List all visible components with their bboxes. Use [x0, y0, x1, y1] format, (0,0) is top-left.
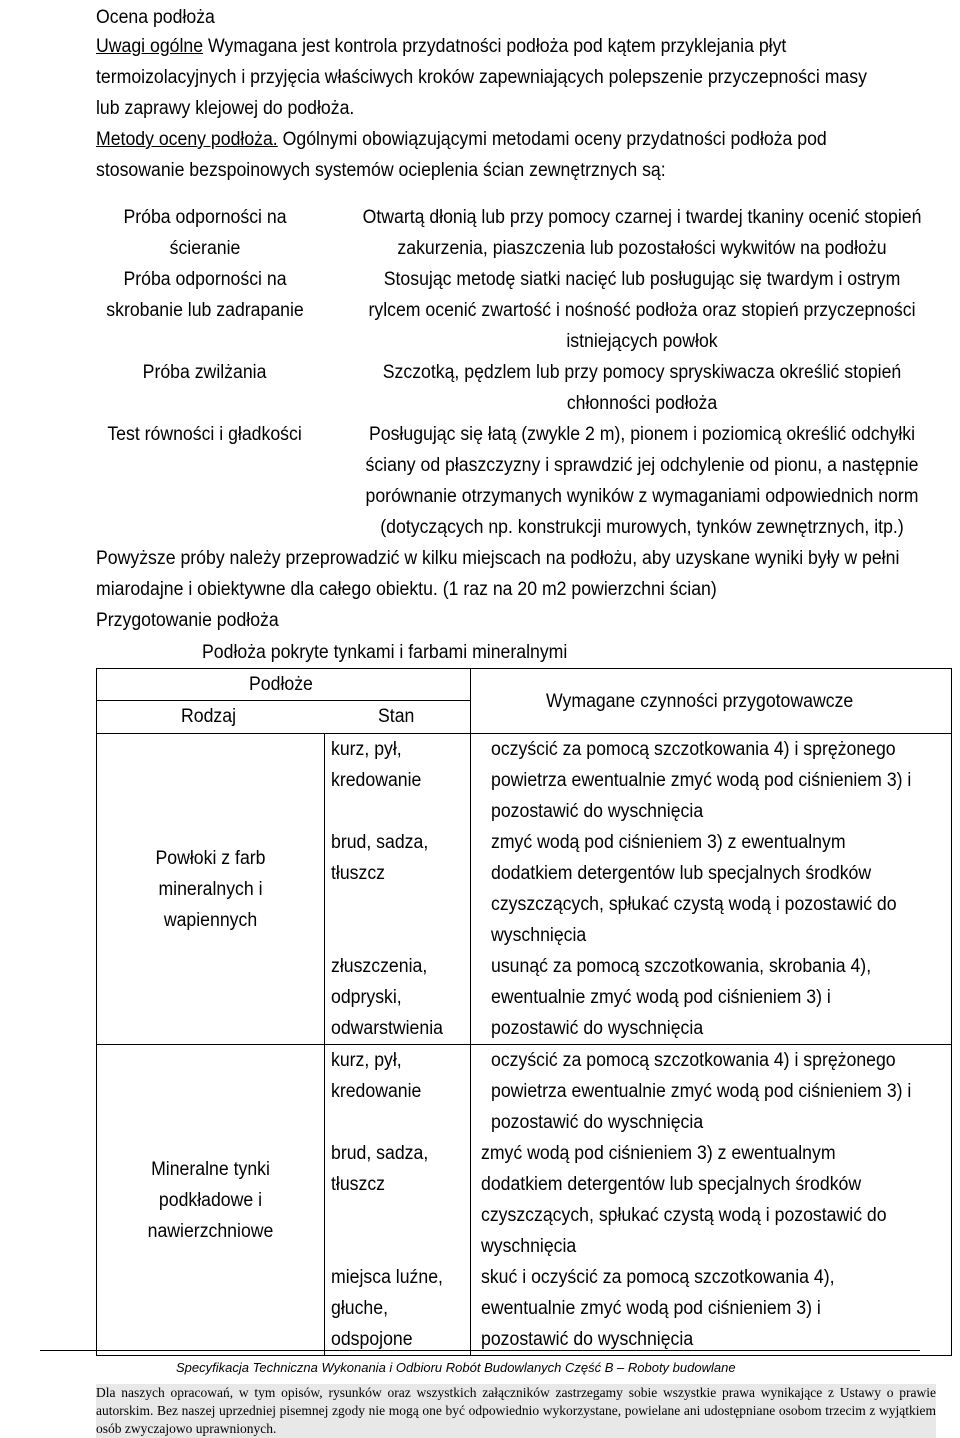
action-cell: skuć i oczyścić za pomocą szczotkowania 4), ewentualnie zmyć wodą pod ciśnieniem 3) i pozostawić do wyschnięcia	[481, 1267, 835, 1350]
test-description: Otwartą dłonią lub przy pomocy czarnej i twardej tkaniny ocenić stopień zakurzenia, piaszczenia lub pozostałości wykwitów na podłożu	[362, 207, 922, 259]
header-rodzaj: Rodzaj	[181, 706, 237, 727]
section-heading: Ocena podłoża	[96, 7, 215, 28]
stan-cell: kurz, pył, kredowanie	[331, 1050, 422, 1102]
footer-rights: Dla naszych opracowań, w tym opisów, rysunków oraz wszystkich załączników zastrzegamy sobie wszystkie prawa wynikające z Ustawy o prawie autorskim. Bez naszej uprzedniej pisemnej zgody nie mogą one być odpowiednio wykorzystane, powielane ani udostępniane osobom trzecim z wyjątkiem osób zwyczajowo uprawnionych.	[96, 1385, 936, 1436]
test-description: Stosując metodę siatki nacięć lub posługując się twardym i ostrym rylcem ocenić zwartość i nośność podłoża oraz stopień przyczepności istniejących powłok	[368, 269, 916, 352]
stan-cell: kurz, pył, kredowanie	[331, 739, 422, 791]
general-remarks-text: Wymagana jest kontrola przydatności podłoża pod kątem przyklejania płyt termoizolacyjnych i przyjęcia właściwych kroków zapewniających polepszenie przyczepności masy lub zaprawy klejowej do podłoża.	[96, 36, 867, 119]
test-description: Szczotką, pędzlem lub przy pomocy spryskiwacza określić stopień chłonności podłoża	[382, 362, 902, 414]
test-name: Test równości i gładkości	[107, 424, 303, 445]
action-cell: usunąć za pomocą szczotkowania, skrobania 4), ewentualnie zmyć wodą pod ciśnieniem 3) i pozostawić do wyschnięcia	[491, 956, 872, 1039]
stan-cell: miejsca luźne, głuche, odspojone	[331, 1267, 443, 1350]
general-remarks-label: Uwagi ogólne	[96, 36, 204, 57]
preparation-table	[96, 668, 952, 1356]
stan-cell: brud, sadza, tłuszcz	[331, 832, 429, 884]
action-cell: oczyścić za pomocą szczotkowania 4) i sprężonego powietrza ewentualnie zmyć wodą pod ciśnieniem 3) i pozostawić do wyschnięcia	[491, 739, 912, 822]
prep-heading: Przygotowanie podłoża	[96, 610, 279, 631]
methods-paragraph	[96, 124, 877, 186]
header-group: Podłoże	[249, 674, 314, 695]
methods-label: Metody oceny podłoża.	[96, 129, 278, 150]
test-row	[96, 419, 950, 543]
table-row	[97, 734, 952, 828]
rodzaj-cell: Mineralne tynki podkładowe i nawierzchniowe	[147, 1158, 274, 1242]
action-cell: oczyścić za pomocą szczotkowania 4) i sprężonego powietrza ewentualnie zmyć wodą pod ciśnieniem 3) i pozostawić do wyschnięcia	[491, 1050, 912, 1133]
test-row	[96, 202, 950, 264]
test-description: Posługując się łatą (zwykle 2 m), pionem i poziomicą określić odchyłki ściany od płaszczyzny i sprawdzić jej odchylenie od pionu, a następnie porównanie otrzymanych wyników z wymaganiami odpowiednich norm (dotyczących np. konstrukcji murowych, tynków zewnętrznych, itp.)	[365, 424, 919, 538]
table-title: Podłoża pokryte tynkami i farbami mineralnymi	[202, 642, 568, 663]
tests-list	[96, 202, 950, 543]
general-remarks	[96, 31, 877, 124]
header-actions: Wymagane czynności przygotowawcze	[545, 690, 854, 712]
action-cell: zmyć wodą pod ciśnieniem 3) z ewentualnym dodatkiem detergentów lub specjalnych środków czyszczących, spłukać czystą wodą i pozostawić do wyschnięcia	[491, 832, 897, 946]
test-row	[96, 264, 950, 357]
footer-divider	[40, 1350, 920, 1351]
table-header-row	[97, 669, 952, 701]
test-name: Próba odporności na skrobanie lub zadrapanie	[106, 269, 304, 321]
stan-cell: złuszczenia, odpryski, odwarstwienia	[331, 956, 443, 1039]
summary-paragraph: Powyższe próby należy przeprowadzić w kilku miejscach na podłożu, aby uzyskane wyniki były w pełni miarodajne i obiektywne dla całego obiektu. (1 raz na 20 m2 powierzchni ścian)	[96, 548, 900, 600]
test-name: Próba zwilżania	[143, 362, 267, 383]
test-row	[96, 357, 950, 419]
test-name: Próba odporności na ścieranie	[123, 207, 287, 259]
footer-spec: Specyfikacja Techniczna Wykonania i Odbioru Robót Budowlanych Część B – Roboty budowlane	[176, 1360, 736, 1375]
stan-cell: brud, sadza, tłuszcz	[331, 1143, 429, 1195]
table-row	[97, 1045, 952, 1139]
header-stan: Stan	[377, 706, 415, 727]
methods-text: Ogólnymi obowiązującymi metodami oceny przydatności podłoża pod stosowanie bezspoinowych systemów ocieplenia ścian zewnętrznych są:	[96, 129, 827, 181]
rodzaj-cell: Powłoki z farb mineralnych i wapiennych	[155, 847, 266, 931]
action-cell: zmyć wodą pod ciśnieniem 3) z ewentualnym dodatkiem detergentów lub specjalnych środków czyszczących, spłukać czystą wodą i pozostawić do wyschnięcia	[481, 1143, 887, 1257]
